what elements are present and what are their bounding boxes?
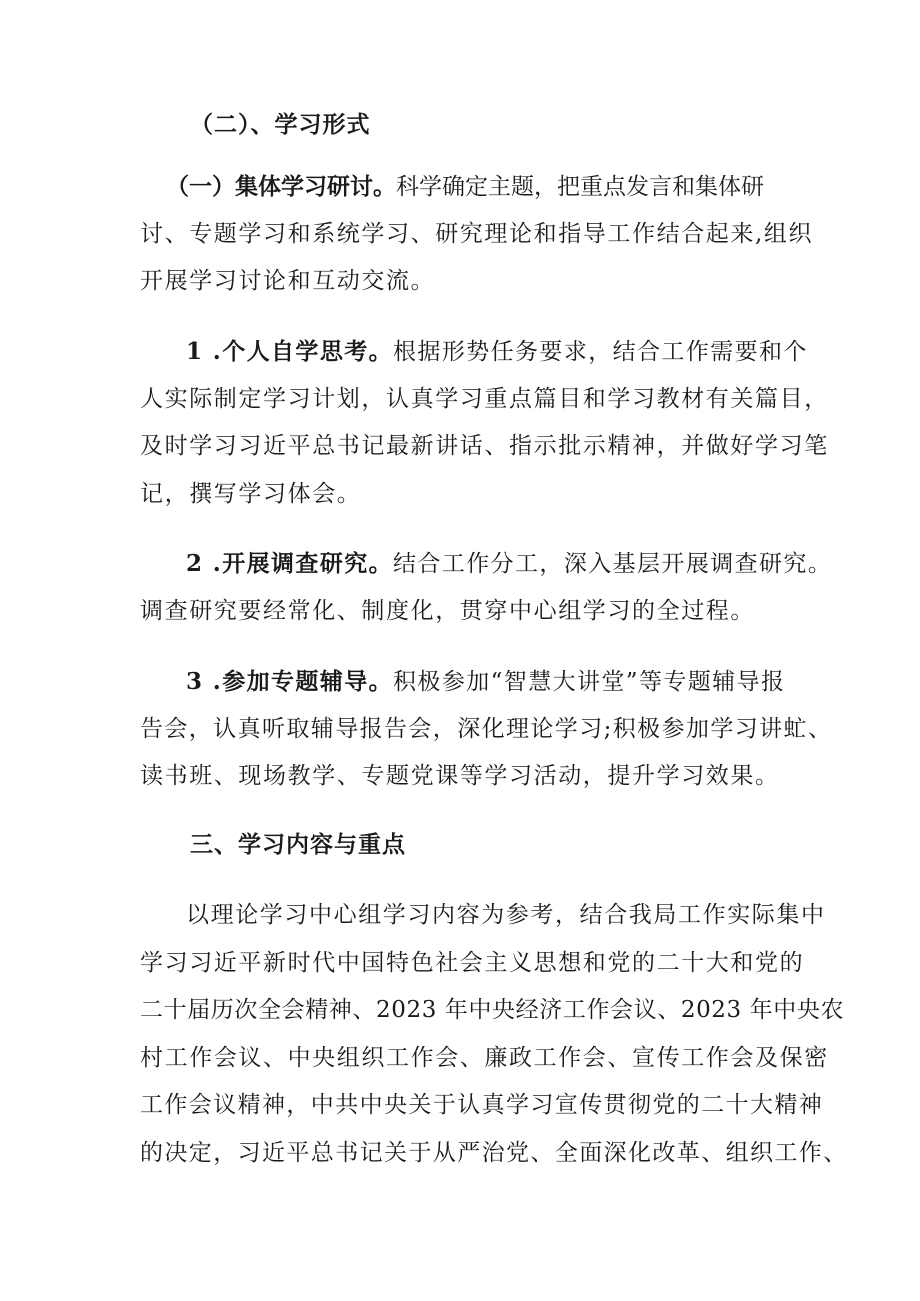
- paragraph-line: 告会，认真听取辅导报告会，深化理论学习;积极参加学习讲虻、: [140, 715, 833, 742]
- paragraph-learning-content: [140, 892, 848, 1177]
- paragraph-lead: 2 .开展调查研究。: [186, 550, 394, 577]
- paragraph-line: 3 .参加专题辅导。积极参加“智慧大讲堂”等专题辅导报: [186, 668, 786, 695]
- paragraph-line: 及时学习习近平总书记最新讲话、指示批示精神，并做好学习笔: [140, 433, 829, 459]
- paragraph-line: 2 .开展调查研究。结合工作分工，深入基层开展调查研究。: [186, 550, 833, 577]
- paragraph-line: 开展学习讨论和互动交流。: [140, 268, 436, 294]
- paragraph-lead: （一）集体学习研讨。: [166, 173, 396, 200]
- paragraph-line: 讨、专题学习和系统学习、研究理论和指导工作结合起来,组织: [140, 220, 814, 247]
- paragraph-survey-research: [140, 540, 833, 635]
- paragraph-line: 1 .个人自学思考。根据形势任务要求，结合工作需要和个: [186, 338, 808, 365]
- paragraph-line: 读书班、现场教学、专题党课等学习活动，提升学习效果。: [140, 763, 780, 789]
- paragraph-line: 的决定，习近平总书记关于从严治党、全面深化改革、组织工作、: [140, 1139, 848, 1166]
- paragraph-lead: 1 .个人自学思考。: [186, 338, 394, 365]
- paragraph-line: 以理论学习中心组学习内容为参考，结合我局工作实际集中: [186, 902, 826, 928]
- paragraph-lead: 3 .参加专题辅导。: [186, 668, 394, 695]
- paragraph-collective-study: [140, 163, 814, 306]
- section-heading-learning-content: 三、学习内容与重点: [190, 831, 406, 858]
- paragraph-line: 调查研究要经常化、制度化，贯穿中心组学习的全过程。: [140, 597, 755, 624]
- paragraph-special-lecture: [140, 658, 833, 801]
- paragraph-line: 学习习近平新时代中国特色社会主义思想和党的二十大和党的: [140, 949, 805, 976]
- paragraph-line: 记，撰写学习体会。: [140, 480, 362, 507]
- paragraph-line: 工作会议精神，中共中央关于认真学习宣传贯彻党的二十大精神: [140, 1092, 824, 1118]
- paragraph-line: 二十届历次全会精神、2023 年中央经济工作会议、2023 年中央农: [140, 997, 845, 1023]
- paragraph-line: （一）集体学习研讨。科学确定主题，把重点发言和集体研: [166, 173, 764, 200]
- paragraph-line: 村工作会议、中央组织工作会、廉政工作会、宣传工作会及保密: [140, 1044, 829, 1071]
- paragraph-line: 人实际制定学习计划，认真学习重点篇目和学习教材有关篇目，: [140, 385, 829, 412]
- section-heading-learning-form: （二）、学习形式: [190, 111, 371, 138]
- paragraph-self-study: [140, 328, 829, 518]
